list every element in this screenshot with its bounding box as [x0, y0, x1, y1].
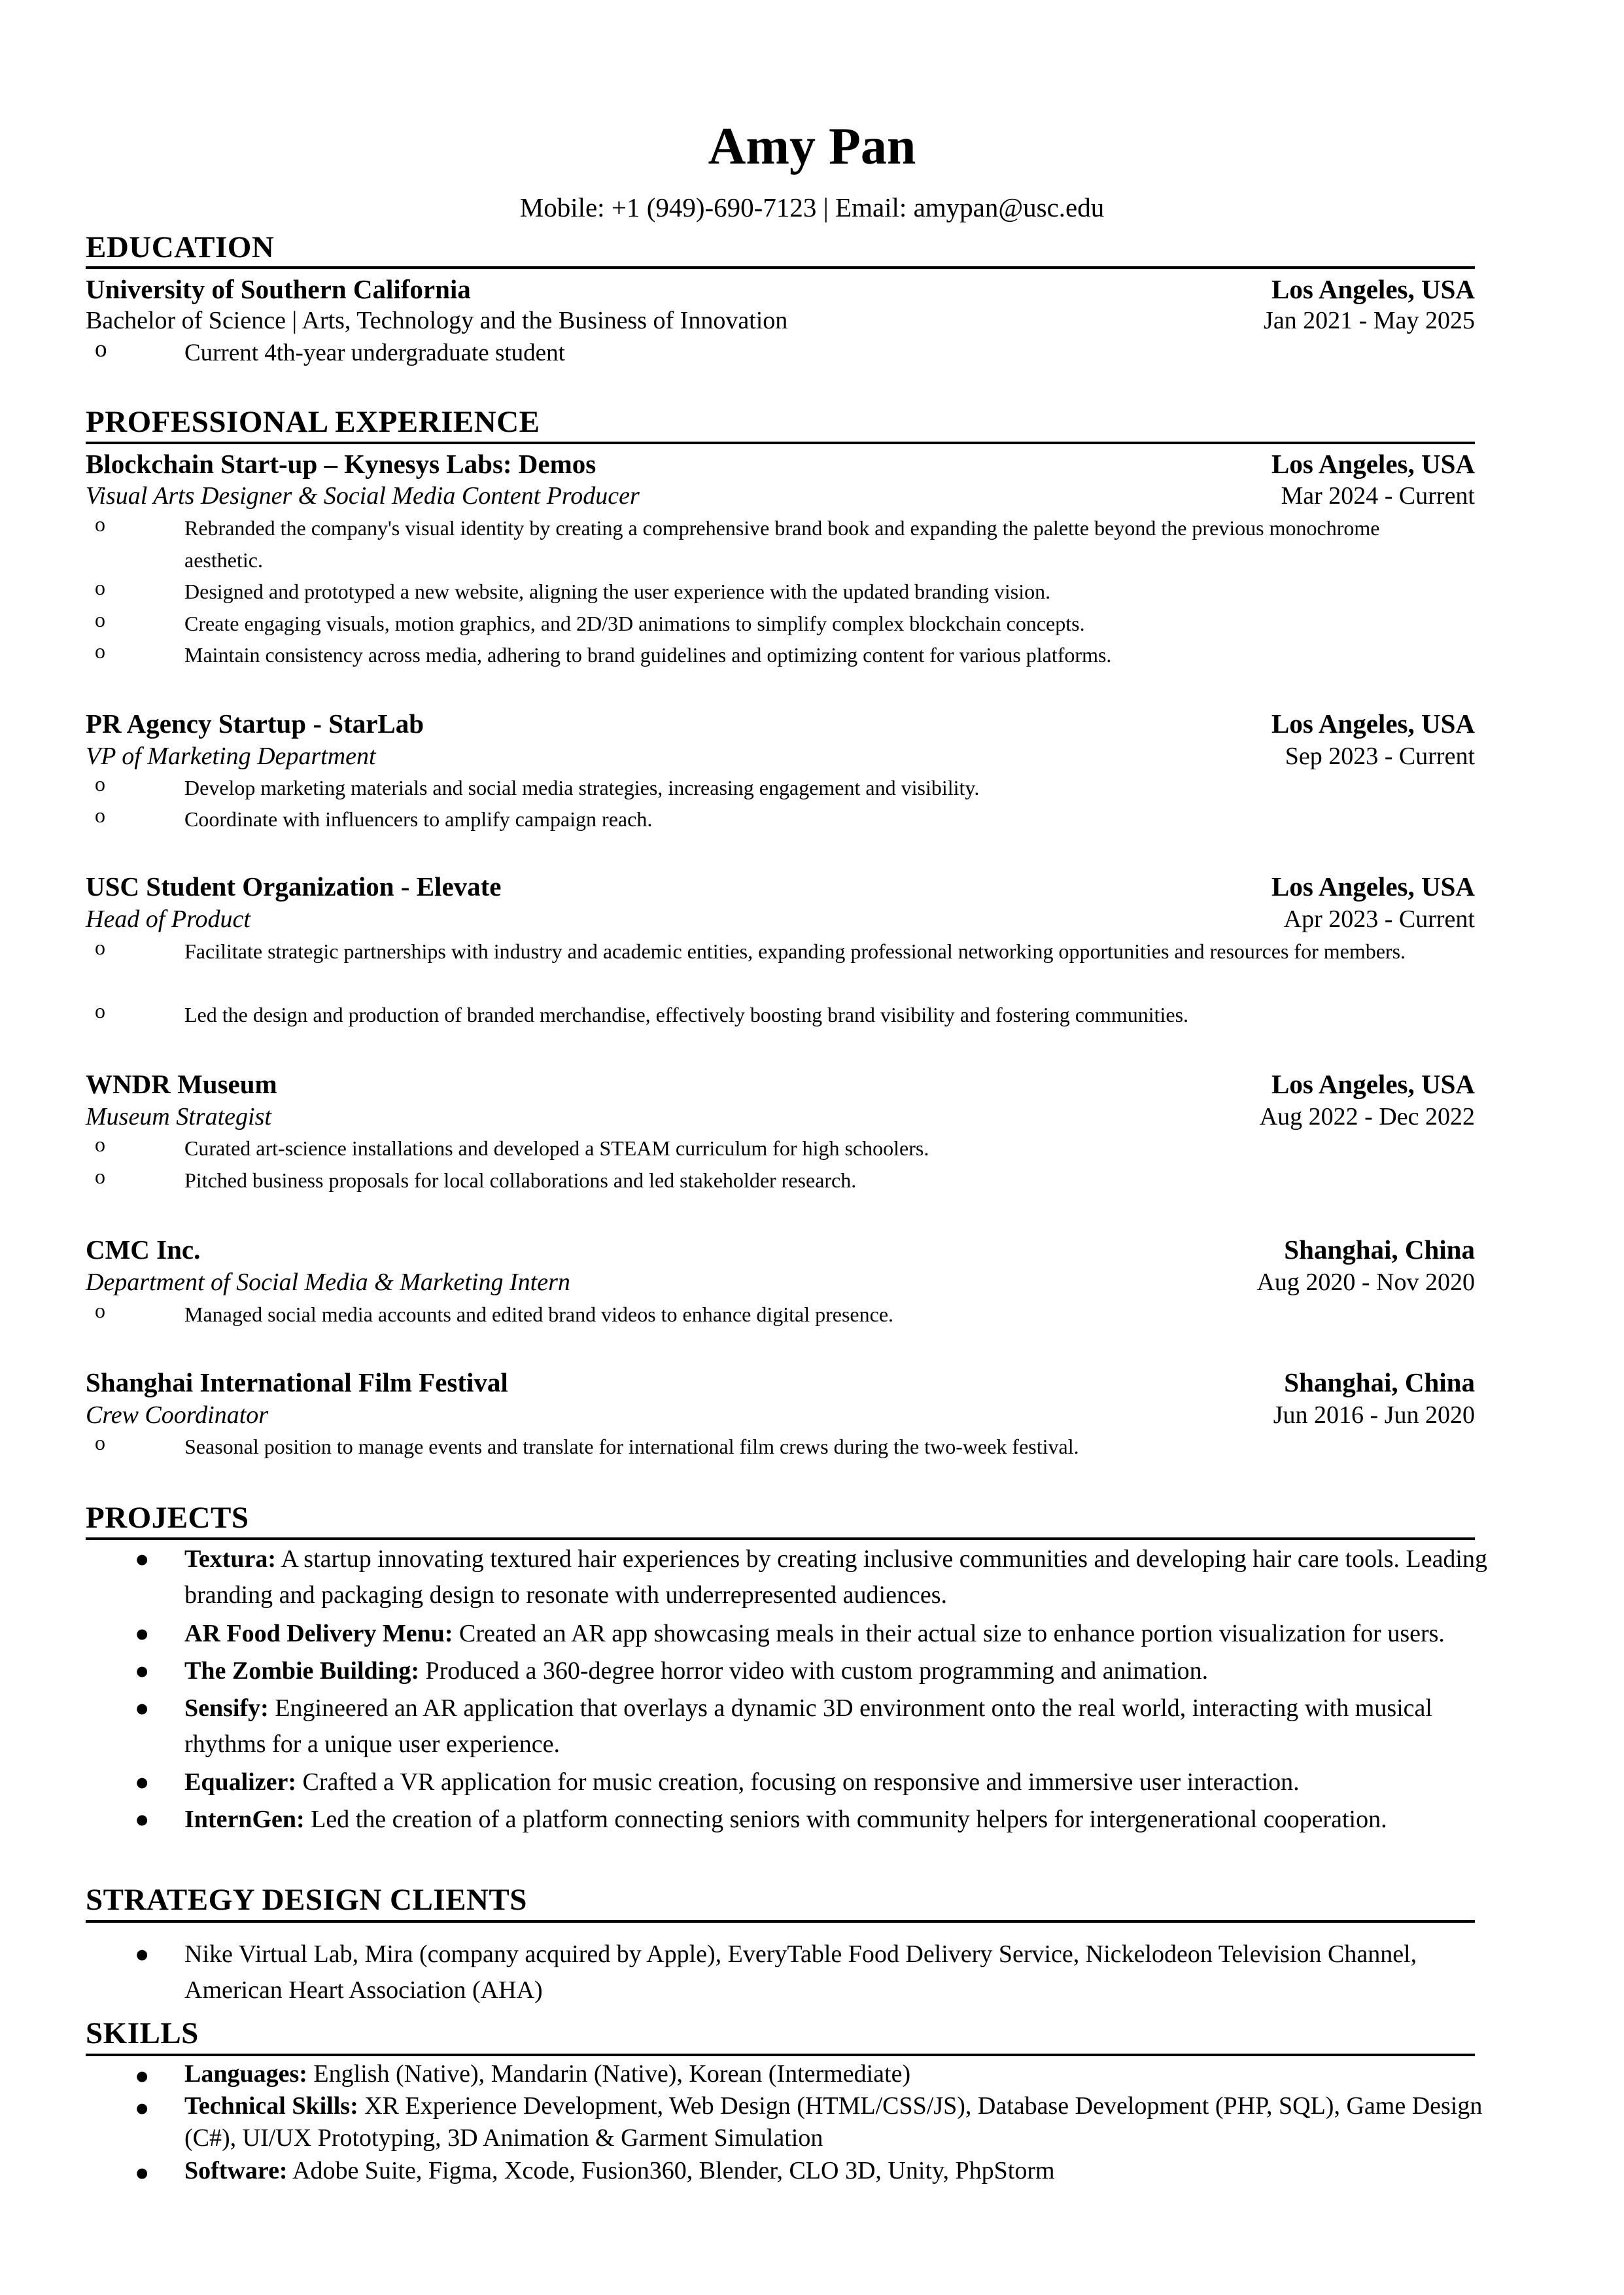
job-role: Visual Arts Designer & Social Media Content Producer [86, 482, 640, 510]
job-role-row [86, 1102, 1475, 1131]
bullet-text: Create engaging visuals, motion graphics, and 2D/3D animations to simplify complex blockchain concepts. [184, 612, 1085, 635]
bullet-marker: o [95, 1132, 105, 1156]
skill-category: Languages: [184, 2060, 307, 2088]
project-description: Produced a 360-degree horror video with custom programming and animation. [425, 1657, 1209, 1685]
job-location: Los Angeles, USA [1271, 709, 1475, 739]
job-org: PR Agency Startup - StarLab [86, 709, 424, 739]
bullet-dot: ● [135, 1806, 150, 1833]
resume-name: Amy Pan [708, 118, 916, 175]
bullet-text: Rebranded the company's visual identity by creating a comprehensive brand book and expanding the palette beyond the previous monochrome aesthetic. [184, 516, 1380, 572]
bullet-text: Coordinate with influencers to amplify campaign reach. [184, 807, 653, 831]
section-title-skills: SKILLS [86, 2016, 199, 2050]
project-description: Engineered an AR application that overlays a dynamic 3D environment onto the real world, interacting with musical rhythms for a unique user experience. [184, 1694, 1432, 1758]
section-title-education: EDUCATION [86, 230, 275, 264]
bullet-marker: o [95, 576, 105, 599]
school-name: University of Southern California [86, 274, 471, 304]
bullet-dot: ● [135, 1658, 150, 1685]
job-header-row [86, 448, 1475, 480]
job-header-row [86, 1068, 1475, 1100]
bullet-text: Facilitate strategic partnerships with industry and academic entities, expanding professional networking opportunities and resources for members. [184, 939, 1406, 963]
bullet-text: Pitched business proposals for local collaborations and led stakeholder research. [184, 1168, 857, 1192]
project-description: Created an AR app showcasing meals in their actual size to enhance portion visualization for users. [459, 1620, 1445, 1647]
job-header-row [86, 871, 1475, 902]
section-divider [86, 266, 1475, 269]
job-location: Los Angeles, USA [1271, 1069, 1475, 1099]
project-description: Led the creation of a platform connecting seniors with community helpers for intergenerational cooperation. [311, 1806, 1387, 1833]
job-header-row [86, 708, 1475, 739]
job-header-row [86, 1367, 1475, 1398]
job-org: CMC Inc. [86, 1235, 201, 1265]
job-role: VP of Marketing Department [86, 743, 376, 770]
education-dates: Jan 2021 - May 2025 [1264, 307, 1475, 334]
bullet-dot: ● [135, 1695, 150, 1722]
bullet-text: Current 4th-year undergraduate student [184, 340, 565, 366]
job-role: Crew Coordinator [86, 1401, 269, 1429]
bullet-dot: ● [135, 2063, 150, 2090]
job-role: Department of Social Media & Marketing Intern [86, 1269, 570, 1296]
bullet-dot: ● [135, 1546, 150, 1573]
project-name: InternGen: [184, 1806, 305, 1833]
project-description: A startup innovating textured hair experiences by creating inclusive communities and developing hair care tools. Leading branding and packaging design to resonate with underrepresented audiences. [184, 1545, 1487, 1609]
section-title-experience: PROFESSIONAL EXPERIENCE [86, 405, 540, 439]
bullet-marker: o [95, 608, 105, 631]
project-name: Sensify: [184, 1694, 269, 1722]
bullet-text: Managed social media accounts and edited brand videos to enhance digital presence. [184, 1303, 894, 1326]
job-role: Museum Strategist [86, 1103, 271, 1130]
bullet-text: Maintain consistency across media, adhering to brand guidelines and optimizing content for various platforms. [184, 643, 1112, 667]
project-description: Crafted a VR application for music creation, focusing on responsive and immersive user interaction. [302, 1768, 1300, 1796]
bullet-dot: ● [135, 2095, 150, 2122]
section-divider [86, 1537, 1475, 1540]
job-role: Head of Product [86, 905, 251, 933]
job-location: Shanghai, China [1284, 1367, 1475, 1397]
bullet-text: Curated art-science installations and developed a STEAM curriculum for high schoolers. [184, 1136, 929, 1160]
bullet-marker: o [95, 936, 105, 959]
bullet-dot: ● [135, 1941, 150, 1968]
bullet-text: Led the design and production of branded merchandise, effectively boosting brand visibility and fostering communities. [184, 1003, 1189, 1026]
bullet-marker: o [95, 639, 105, 663]
bullet-marker: o [95, 999, 105, 1023]
education-header-row [86, 273, 1475, 305]
bullet-marker: o [95, 803, 105, 827]
job-org: Blockchain Start-up – Kynesys Labs: Demos [86, 449, 596, 479]
bullet-text: Develop marketing materials and social media strategies, increasing engagement and visibility. [184, 776, 980, 799]
section-divider [86, 442, 1475, 444]
school-location: Los Angeles, USA [1271, 274, 1475, 304]
job-dates: Mar 2024 - Current [1281, 482, 1475, 510]
project-name: The Zombie Building: [184, 1657, 419, 1685]
job-dates: Aug 2022 - Dec 2022 [1259, 1103, 1475, 1130]
job-dates: Apr 2023 - Current [1283, 905, 1475, 933]
job-dates: Jun 2016 - Jun 2020 [1273, 1401, 1475, 1429]
job-org: Shanghai International Film Festival [86, 1367, 508, 1397]
section-divider [86, 1920, 1475, 1923]
bullet-marker: o [95, 1299, 105, 1322]
job-location: Shanghai, China [1284, 1235, 1475, 1265]
clients-list: Nike Virtual Lab, Mira (company acquired by Apple), EveryTable Food Delivery Service, Nickelodeon Television Channel, American Heart Association (AHA) [184, 1940, 1417, 2004]
bullet-marker: o [95, 336, 107, 362]
project-name: AR Food Delivery Menu: [184, 1620, 453, 1647]
job-role-row [86, 1401, 1475, 1429]
contact-line: Mobile: +1 (949)-690-7123 | Email: amypan@usc.edu [519, 192, 1105, 222]
skill-values: English (Native), Mandarin (Native), Korean (Intermediate) [313, 2060, 911, 2088]
bullet-dot: ● [135, 1769, 150, 1796]
bullet-marker: o [95, 512, 105, 536]
job-role-row [86, 742, 1475, 771]
skill-category: Software: [184, 2157, 288, 2184]
job-dates: Sep 2023 - Current [1285, 743, 1475, 770]
project-name: Textura: [184, 1545, 277, 1573]
job-role-row [86, 1268, 1475, 1297]
skill-values: XR Experience Development, Web Design (HTML/CSS/JS), Database Development (PHP, SQL), Game Design (C#), UI/UX Prototyping, 3D Animation & Garment Simulation [184, 2092, 1483, 2152]
bullet-marker: o [95, 772, 105, 796]
job-org: USC Student Organization - Elevate [86, 871, 502, 902]
bullet-text: Seasonal position to manage events and translate for international film crews during the two-week festival. [184, 1435, 1079, 1458]
job-header-row [86, 1234, 1475, 1265]
job-location: Los Angeles, USA [1271, 449, 1475, 479]
section-title-clients: STRATEGY DESIGN CLIENTS [86, 1883, 527, 1917]
job-role-row [86, 905, 1475, 934]
job-org: WNDR Museum [86, 1069, 277, 1099]
job-role-row [86, 482, 1475, 510]
job-dates: Aug 2020 - Nov 2020 [1256, 1269, 1475, 1296]
skill-category: Technical Skills: [184, 2092, 358, 2120]
bullet-marker: o [95, 1165, 105, 1188]
skill-values: Adobe Suite, Figma, Xcode, Fusion360, Blender, CLO 3D, Unity, PhpStorm [292, 2157, 1055, 2184]
section-title-projects: PROJECTS [86, 1501, 249, 1535]
degree: Bachelor of Science | Arts, Technology and the Business of Innovation [86, 307, 788, 334]
project-name: Equalizer: [184, 1768, 296, 1796]
section-divider [86, 2054, 1475, 2056]
bullet-dot: ● [135, 1621, 150, 1647]
bullet-dot: ● [135, 2160, 150, 2186]
education-degree-row [86, 306, 1475, 335]
bullet-text: Designed and prototyped a new website, aligning the user experience with the updated branding vision. [184, 580, 1051, 603]
bullet-marker: o [95, 1431, 105, 1454]
job-location: Los Angeles, USA [1271, 871, 1475, 902]
